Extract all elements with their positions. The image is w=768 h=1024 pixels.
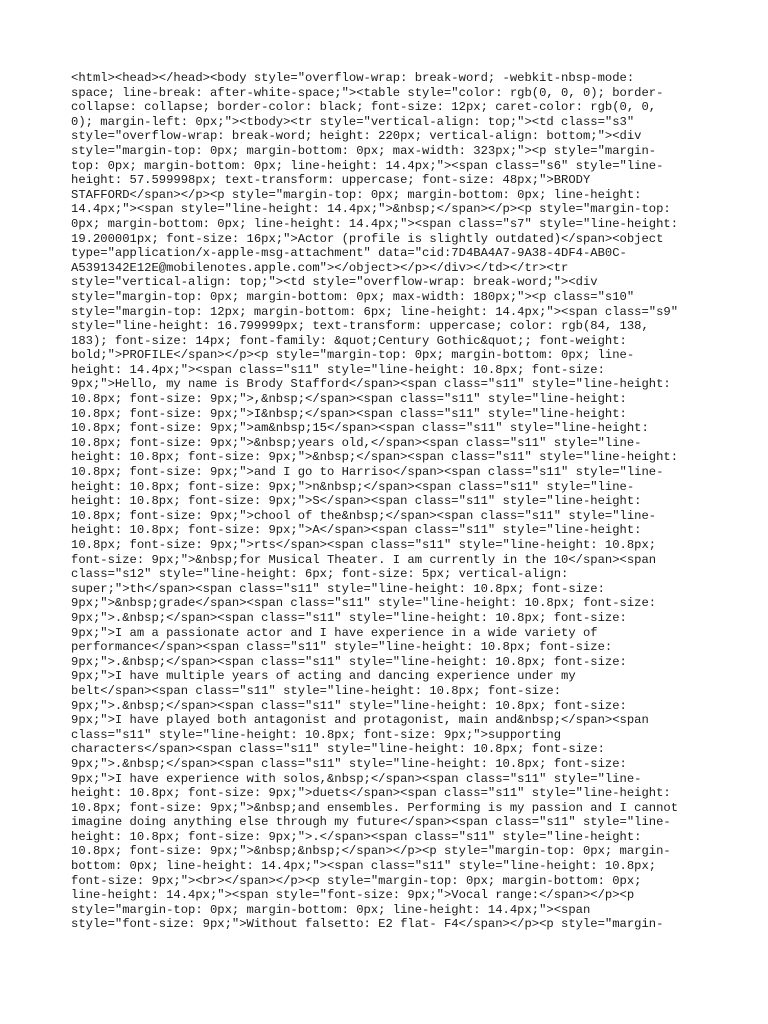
source-line: height: 10.8px; font-size: 9px;">&nbsp;</span><span class="s11" style="line-height: [71,450,679,465]
source-line: <html><head></head><body style="overflow-wrap: break-word; -webkit-nbsp-mode: [71,71,635,85]
html-source-document [71,71,711,932]
source-line: bold;">PROFILE</span></p><p style="margin-top: 0px; margin-bottom: 0px; line- [71,348,635,363]
source-line: imagine doing anything else through my future</span><span class="s11" style="line- [71,815,671,830]
source-line: height: 10.8px; font-size: 9px;">S</span><span class="s11" style="line-height: [71,494,642,509]
source-line: 183); font-size: 14px; font-family: &quot;Century Gothic&quot;; font-weight: [71,333,627,348]
source-line: 0px; margin-bottom: 0px; line-height: 14.4px;"><span class="s7" style="line-height: [71,216,679,231]
source-line: 9px;">.&nbsp;</span><span class="s11" style="line-height: 10.8px; font-size: [71,610,627,625]
source-line: 10.8px; font-size: 9px;">chool of the&nbsp;</span><span class="s11" style="line- [71,508,657,523]
source-line: style="margin-top: 12px; margin-bottom: 6px; line-height: 14.4px;"><span class="s9" [71,304,679,319]
source-line: performance</span><span class="s11" style="line-height: 10.8px; font-size: [71,640,613,655]
source-line: 9px;">.&nbsp;</span><span class="s11" style="line-height: 10.8px; font-size: [71,654,627,669]
source-line: font-size: 9px;"><br></span></p><p style="margin-top: 0px; margin-bottom: 0px; [71,873,642,888]
source-line: 0); margin-left: 0px;"><tbody><tr style="vertical-align: top;"><td class="s3" [71,114,635,129]
source-line: 9px;">I have played both antagonist and protagonist, main and&nbsp;</span><span [71,713,649,728]
source-line: 9px;">.&nbsp;</span><span class="s11" style="line-height: 10.8px; font-size: [71,698,627,713]
source-line: 14.4px;"><span style="line-height: 14.4px;">&nbsp;</span></p><p style="margin-top: [71,202,671,217]
source-line: 9px;">Hello, my name is Brody Stafford</span><span class="s11" style="line-height: [71,377,671,392]
source-line: 19.200001px; font-size: 16px;">Actor (profile is slightly outdated)</span><object [71,231,664,246]
source-line: collapse: collapse; border-color: black; font-size: 12px; caret-color: rgb(0, 0, [71,100,657,115]
source-line: 9px;">I am a passionate actor and I have experience in a wide variety of [71,625,598,640]
source-line: 9px;">&nbsp;grade</span><span class="s11" style="line-height: 10.8px; font-size: [71,596,657,611]
source-line: height: 10.8px; font-size: 9px;">A</span><span class="s11" style="line-height: [71,523,642,538]
source-line: style="margin-top: 0px; margin-bottom: 0px; max-width: 180px;"><p class="s10" [71,289,635,304]
source-line: class="s12" style="line-height: 6px; font-size: 5px; vertical-align: [71,567,569,582]
source-line: characters</span><span class="s11" style="line-height: 10.8px; font-size: [71,742,605,757]
source-line: super;">th</span><span class="s11" style="line-height: 10.8px; font-size: [71,581,605,596]
source-line: 10.8px; font-size: 9px;">rts</span><span class="s11" style="line-height: 10.8px; [71,538,657,552]
source-line: space; line-break: after-white-space;"><table style="color: rgb(0, 0, 0); border- [71,85,664,100]
source-line: style="vertical-align: top;"><td style="overflow-wrap: break-word;"><div [71,275,598,290]
source-line: 10.8px; font-size: 9px;">am&nbsp;15</span><span class="s11" style="line-height: [71,421,649,436]
source-line: font-size: 9px;">&nbsp;for Musical Theater. I am currently in the 10</span><span [71,552,657,567]
source-line: 10.8px; font-size: 9px;">&nbsp;and ensembles. Performing is my passion and I cannot [71,800,679,815]
source-line: A5391342E12E@mobilenotes.apple.com"></object></p></div></td></tr><tr [71,260,569,275]
source-line: style="overflow-wrap: break-word; height: 220px; vertical-align: bottom;"><div [71,129,642,144]
source-line: style="font-size: 9px;">Without falsetto: E2 flat- F4</span></p><p style="margin- [71,917,664,932]
source-line: height: 10.8px; font-size: 9px;">duets</span><span class="s11" style="line-height: [71,786,671,801]
source-line: 10.8px; font-size: 9px;">&nbsp;years old,</span><span class="s11" style="line- [71,435,642,450]
source-line: height: 10.8px; font-size: 9px;">.</span><span class="s11" style="line-height: [71,829,642,844]
source-line: 9px;">I have multiple years of acting and dancing experience under my [71,669,576,684]
source-line: type="application/x-apple-msg-attachment" data="cid:7D4BA4A7-9A38-4DF4-AB0C- [71,246,627,261]
source-line: 9px;">.&nbsp;</span><span class="s11" style="line-height: 10.8px; font-size: [71,756,627,771]
source-line: bottom: 0px; line-height: 14.4px;"><span class="s11" style="line-height: 10.8px; [71,859,657,874]
source-line: style="line-height: 16.799999px; text-transform: uppercase; color: rgb(84, 138, [71,319,649,334]
source-line: 9px;">I have experience with solos,&nbsp;</span><span class="s11" style="line- [71,771,642,786]
source-line: line-height: 14.4px;"><span style="font-size: 9px;">Vocal range:</span></p><p [71,888,635,903]
source-line: belt</span><span class="s11" style="line-height: 10.8px; font-size: [71,683,562,698]
source-line: 10.8px; font-size: 9px;">I&nbsp;</span><span class="s11" style="line-height: [71,406,627,421]
source-line: class="s11" style="line-height: 10.8px; font-size: 9px;">supporting [71,727,562,742]
source-line: top: 0px; margin-bottom: 0px; line-height: 14.4px;"><span class="s6" style="line- [71,158,664,173]
source-line: style="margin-top: 0px; margin-bottom: 0px; max-width: 323px;"><p style="margin- [71,143,657,158]
source-line: 10.8px; font-size: 9px;">&nbsp;&nbsp;</span></p><p style="margin-top: 0px; margin- [71,844,671,859]
source-line: height: 57.599998px; text-transform: uppercase; font-size: 48px;">BRODY [71,173,591,188]
source-line: style="margin-top: 0px; margin-bottom: 0px; line-height: 14.4px;"><span [71,902,591,917]
source-line: STAFFORD</span></p><p style="margin-top: 0px; margin-bottom: 0px; line-height: [71,187,642,202]
source-line: 10.8px; font-size: 9px;">and I go to Harriso</span><span class="s11" style="line- [71,465,664,480]
source-line: height: 10.8px; font-size: 9px;">n&nbsp;</span><span class="s11" style="line- [71,479,635,494]
source-line: height: 14.4px;"><span class="s11" style="line-height: 10.8px; font-size: [71,362,605,377]
source-line: 10.8px; font-size: 9px;">,&nbsp;</span><span class="s11" style="line-height: [71,392,627,407]
